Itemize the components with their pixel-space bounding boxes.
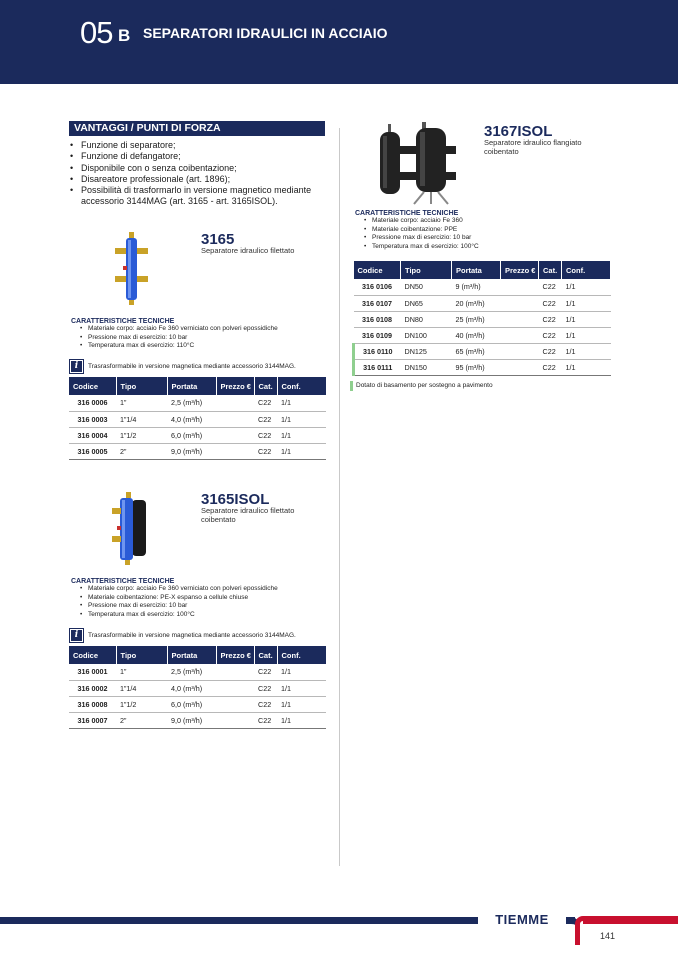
cell-cat: C22 xyxy=(254,680,277,696)
cell-conf: 1/1 xyxy=(277,712,326,728)
cell-price xyxy=(501,343,539,359)
cell-code: 316 0110 xyxy=(354,343,401,359)
note-text: Trasrasformabile in versione magnetica mediante accessorio 3144MAG. xyxy=(88,632,296,640)
col-conf: Conf. xyxy=(277,646,326,664)
section-number: 05 xyxy=(80,15,113,50)
cell-conf: 1/1 xyxy=(277,411,326,427)
cell-cat: C22 xyxy=(254,664,277,680)
spec-item: • Materiale corpo: acciaio Fe 360 xyxy=(357,217,607,226)
cell-type: 1”1/4 xyxy=(116,680,167,696)
product-description-line2: coibentato xyxy=(201,515,236,524)
spec-item: • Temperatura max di esercizio: 100°C xyxy=(73,611,333,620)
cell-cat: C22 xyxy=(254,712,277,728)
cell-price xyxy=(216,712,254,728)
advantage-item: • Disareatore professionale (art. 1896); xyxy=(69,174,331,185)
cell-cat: C22 xyxy=(539,327,562,343)
table-row xyxy=(69,696,326,712)
info-icon: i xyxy=(69,628,84,643)
cell-price xyxy=(216,395,254,411)
col-price: Prezzo € xyxy=(216,646,254,664)
col-cat: Cat. xyxy=(254,646,277,664)
col-flow: Portata xyxy=(452,261,501,279)
cell-conf: 1/1 xyxy=(562,279,611,295)
col-cat: Cat. xyxy=(254,377,277,395)
section-letter: B xyxy=(118,26,131,45)
cell-type: DN125 xyxy=(401,343,452,359)
table-header-row xyxy=(69,646,326,664)
cell-code: 316 0006 xyxy=(69,395,116,411)
table-row xyxy=(69,443,326,459)
col-flow: Portata xyxy=(167,646,216,664)
magnetic-note-3165isol xyxy=(69,628,331,643)
section-title: SEPARATORI IDRAULICI IN ACCIAIO xyxy=(143,25,388,41)
advantage-item: • Disponibile con o senza coibentazione; xyxy=(69,163,331,174)
advantage-item: • Possibilità di trasformarlo in versione magnetico mediante accessorio 3144MAG (art. 3165 - art. 3165ISOL). xyxy=(69,185,331,208)
product-description: Separatore idraulico filettato xyxy=(201,246,295,255)
cell-price xyxy=(216,680,254,696)
col-conf: Conf. xyxy=(562,261,611,279)
table-row xyxy=(354,311,611,327)
cell-flow: 65 (m³/h) xyxy=(452,343,501,359)
cell-type: DN80 xyxy=(401,311,452,327)
cell-conf: 1/1 xyxy=(562,343,611,359)
product-code-3165: 3165 xyxy=(201,231,235,248)
cell-conf: 1/1 xyxy=(277,696,326,712)
cell-flow: 20 (m³/h) xyxy=(452,295,501,311)
cell-type: DN100 xyxy=(401,327,452,343)
cell-conf: 1/1 xyxy=(562,359,611,375)
table-row xyxy=(354,327,611,343)
table-row-marked xyxy=(354,343,611,359)
cell-price xyxy=(501,359,539,375)
magnetic-note-3165 xyxy=(69,359,331,374)
cell-cat: C22 xyxy=(254,411,277,427)
cell-code: 316 0005 xyxy=(69,443,116,459)
spec-title: CARATTERISTICHE TECNICHE xyxy=(71,578,175,585)
cell-code: 316 0111 xyxy=(354,359,401,375)
product-image-3165isol xyxy=(110,490,150,568)
cell-conf: 1/1 xyxy=(277,395,326,411)
product-description-line1: Separatore idraulico filettato xyxy=(201,506,295,515)
spec-list-3165 xyxy=(73,325,333,351)
spec-title: CARATTERISTICHE TECNICHE xyxy=(71,318,175,325)
cell-conf: 1/1 xyxy=(277,664,326,680)
cell-flow: 25 (m³/h) xyxy=(452,311,501,327)
spec-item: • Materiale corpo: acciaio Fe 360 verniciato con polveri epossidiche xyxy=(73,585,333,594)
cell-type: DN50 xyxy=(401,279,452,295)
cell-flow: 9,0 (m³/h) xyxy=(167,712,216,728)
cell-price xyxy=(501,311,539,327)
cell-flow: 6,0 (m³/h) xyxy=(167,696,216,712)
cell-conf: 1/1 xyxy=(277,443,326,459)
product-code-3165isol: 3165ISOL xyxy=(201,491,270,508)
table-row xyxy=(69,427,326,443)
spec-list-3167isol xyxy=(357,217,607,251)
product-table-3165isol xyxy=(69,646,327,729)
table-header-row xyxy=(354,261,611,279)
product-image-3167isol xyxy=(366,118,462,206)
spec-item: • Pressione max di esercizio: 10 bar xyxy=(73,334,333,343)
cell-price xyxy=(501,279,539,295)
cell-conf: 1/1 xyxy=(277,427,326,443)
product-table-3165 xyxy=(69,377,327,460)
spec-item: • Pressione max di esercizio: 10 bar xyxy=(357,234,607,243)
cell-flow: 40 (m³/h) xyxy=(452,327,501,343)
cell-type: 1”1/2 xyxy=(116,696,167,712)
cell-cat: C22 xyxy=(254,443,277,459)
cell-flow: 95 (m³/h) xyxy=(452,359,501,375)
col-price: Prezzo € xyxy=(501,261,539,279)
cell-price xyxy=(501,327,539,343)
table-row-marked xyxy=(354,359,611,375)
spec-title: CARATTERISTICHE TECNICHE xyxy=(355,210,459,217)
cell-type: DN150 xyxy=(401,359,452,375)
cell-code: 316 0109 xyxy=(354,327,401,343)
column-divider xyxy=(339,128,340,866)
cell-conf: 1/1 xyxy=(562,295,611,311)
product-code-3167isol: 3167ISOL xyxy=(484,123,553,140)
spec-item: • Temperatura max di esercizio: 100°C xyxy=(357,243,607,252)
table-row xyxy=(69,395,326,411)
spec-item: • Materiale corpo: acciaio Fe 360 verniciato con polveri epossidiche xyxy=(73,325,333,334)
cell-cat: C22 xyxy=(539,295,562,311)
product-image-3165 xyxy=(112,230,152,306)
base-footnote: Dotato di basamento per sostegno a pavimento xyxy=(350,381,610,391)
cell-price xyxy=(501,295,539,311)
table-row xyxy=(69,411,326,427)
col-code: Codice xyxy=(69,377,116,395)
cell-type: 1”1/4 xyxy=(116,411,167,427)
cell-cat: C22 xyxy=(254,395,277,411)
table-row xyxy=(354,279,611,295)
table-row xyxy=(69,664,326,680)
cell-type: 2” xyxy=(116,443,167,459)
cell-code: 316 0001 xyxy=(69,664,116,680)
info-icon: i xyxy=(69,359,84,374)
cell-flow: 4,0 (m³/h) xyxy=(167,680,216,696)
col-type: Tipo xyxy=(116,646,167,664)
cell-flow: 2,5 (m³/h) xyxy=(167,395,216,411)
cell-code: 316 0003 xyxy=(69,411,116,427)
advantage-item: • Funzione di separatore; xyxy=(69,140,331,151)
cell-cat: C22 xyxy=(539,311,562,327)
cell-code: 316 0106 xyxy=(354,279,401,295)
cell-price xyxy=(216,443,254,459)
cell-code: 316 0002 xyxy=(69,680,116,696)
cell-conf: 1/1 xyxy=(277,680,326,696)
advantages-title: VANTAGGI / PUNTI DI FORZA xyxy=(69,121,325,136)
spec-item: • Pressione max di esercizio: 10 bar xyxy=(73,602,333,611)
cell-code: 316 0107 xyxy=(354,295,401,311)
cell-price xyxy=(216,427,254,443)
cell-conf: 1/1 xyxy=(562,311,611,327)
cell-price xyxy=(216,411,254,427)
product-description-line1: Separatore idraulico flangiato xyxy=(484,138,582,147)
table-row xyxy=(69,712,326,728)
footer-bar-red xyxy=(583,916,678,924)
page-number: 141 xyxy=(600,931,616,941)
col-cat: Cat. xyxy=(539,261,562,279)
spec-item: • Materiale coibentazione: PPE xyxy=(357,226,607,235)
col-type: Tipo xyxy=(401,261,452,279)
cell-cat: C22 xyxy=(539,359,562,375)
cell-flow: 6,0 (m³/h) xyxy=(167,427,216,443)
cell-type: DN65 xyxy=(401,295,452,311)
col-conf: Conf. xyxy=(277,377,326,395)
cell-flow: 9,0 (m³/h) xyxy=(167,443,216,459)
col-price: Prezzo € xyxy=(216,377,254,395)
product-description-line2: coibentato xyxy=(484,147,519,156)
table-row xyxy=(69,680,326,696)
cell-price xyxy=(216,696,254,712)
brand-logo: TIEMME xyxy=(478,911,566,929)
table-row xyxy=(354,295,611,311)
cell-code: 316 0108 xyxy=(354,311,401,327)
table-header-row xyxy=(69,377,326,395)
col-code: Codice xyxy=(69,646,116,664)
cell-type: 2” xyxy=(116,712,167,728)
note-text: Trasrasformabile in versione magnetica mediante accessorio 3144MAG. xyxy=(88,363,296,371)
cell-price xyxy=(216,664,254,680)
footer-corner-red xyxy=(575,916,589,945)
cell-flow: 9 (m³/h) xyxy=(452,279,501,295)
cell-cat: C22 xyxy=(254,696,277,712)
cell-flow: 4,0 (m³/h) xyxy=(167,411,216,427)
cell-cat: C22 xyxy=(539,279,562,295)
cell-type: 1” xyxy=(116,664,167,680)
cell-conf: 1/1 xyxy=(562,327,611,343)
cell-flow: 2,5 (m³/h) xyxy=(167,664,216,680)
col-type: Tipo xyxy=(116,377,167,395)
advantages-list xyxy=(69,140,331,208)
cell-type: 1” xyxy=(116,395,167,411)
col-code: Codice xyxy=(354,261,401,279)
cell-code: 316 0008 xyxy=(69,696,116,712)
cell-code: 316 0004 xyxy=(69,427,116,443)
cell-code: 316 0007 xyxy=(69,712,116,728)
advantage-item: • Funzione di defangatore; xyxy=(69,151,331,162)
spec-item: • Temperatura max di esercizio: 110°C xyxy=(73,342,333,351)
col-flow: Portata xyxy=(167,377,216,395)
spec-item: • Materiale coibentazione: PE-X espanso a cellule chiuse xyxy=(73,594,333,603)
spec-list-3165isol xyxy=(73,585,333,619)
product-table-3167isol xyxy=(352,261,611,376)
cell-type: 1”1/2 xyxy=(116,427,167,443)
cell-cat: C22 xyxy=(539,343,562,359)
cell-cat: C22 xyxy=(254,427,277,443)
